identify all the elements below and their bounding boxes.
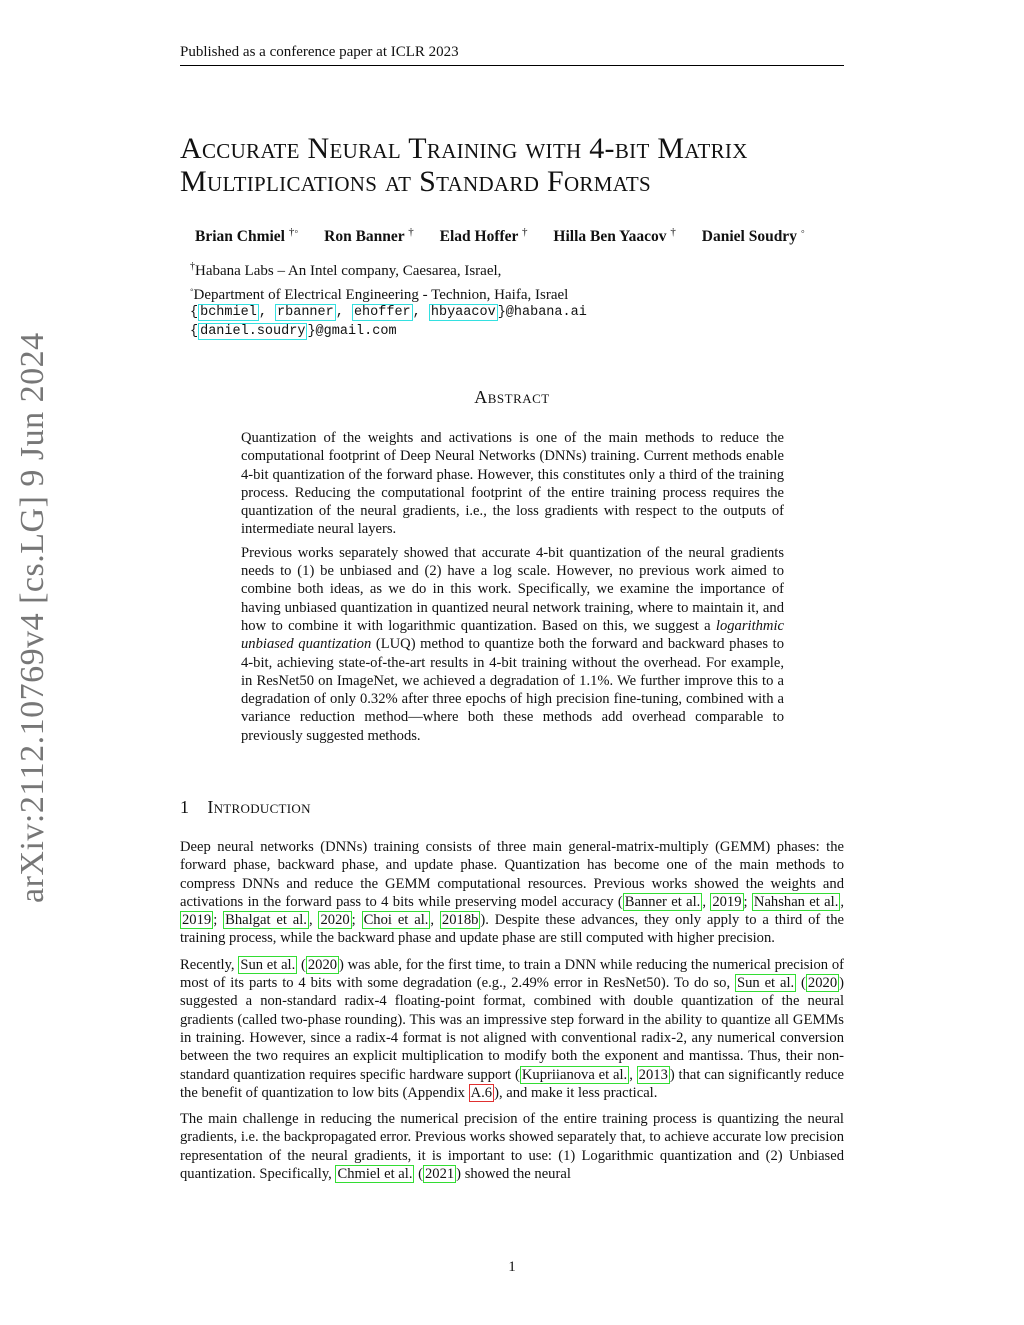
body-paragraph: The main challenge in reducing the numerical precision of the entire training process is quantizing the neural gradients, i.e. the backpropagated error. Previous works showed separately that, to achieve accurate low precision representation of the neural gradients, it is important to use: (1) Logarithmic quantization and (2) Unbiased quantization. Specifically, Chmiel et al. ( 2021 ) showed the neural	[180, 1111, 844, 1183]
email-link[interactable]: ehoffer	[353, 305, 411, 320]
citation-link[interactable]: 2019	[182, 912, 212, 929]
body-paragraph: Deep neural networks (DNNs) training consists of three main general-matrix-multiply (GEMM) phases: the forward phase, backward phase, and update phase. Quantization has become one of the main methods to compress DNNs and reduce the GEMM computational resources. Previous works showed the weights and activations in the forward pass to 4 bits while preserving model accuracy ( Banner et al. , 2019 ; Nahshan et al. , 2019 ; Bhalgat et al. , 2020 ; Choi et al. , 2018b ). Despite these advances, they only apply to a third of the training process, while the backward phase and update phase are still computed with higher precision.	[180, 839, 845, 947]
abstract-heading: Abstract	[474, 387, 550, 407]
affiliations	[190, 257, 568, 305]
citation-link[interactable]: Banner et al.	[624, 893, 701, 910]
paper-title	[180, 132, 860, 198]
email-link[interactable]: bchmiel	[200, 305, 257, 320]
citation-link[interactable]: 2013	[638, 1066, 668, 1083]
citation-link[interactable]: Kupriianova et al.	[521, 1066, 628, 1083]
abstract-paragraph: Previous works separately showed that accurate 4-bit quantization of the neural gradients needs to (1) be unbiased and (2) have a log scale. However, no previous work aimed to combine both ideas, as we do in this work. Specifically, we examine the importance of having unbiased quantization in quantized neural network training, where to maintain it, and how to combine it with logarithmic quantization. Based on this, we suggest a logarithmic unbiased quantization (LUQ) method to quantize both the forward and backward phases to 4-bit, achieving state-of-the-art results in 4-bit training without the overhead. For example, in ResNet50 on ImageNet, we achieved a degradation of 1.1%. We further improve this to a degradation of only 0.32% after three epochs of high precision fine-tuning, combined with a variance reduction method—where both these methods add overhead comparable to previously suggested methods.	[241, 544, 784, 744]
email-line-2: { daniel.soudry }@gmail.com	[190, 324, 397, 339]
citation-link[interactable]: Sun et al.	[737, 975, 795, 992]
email-link[interactable]: daniel.soudry	[200, 324, 306, 339]
affiliation-technion: ◦Department of Electrical Engineering - Technion, Haifa, Israel	[190, 285, 569, 303]
appendix-link[interactable]: A.6	[470, 1084, 493, 1101]
citation-link[interactable]: Nahshan et al.	[753, 893, 839, 910]
email-link[interactable]: rbanner	[277, 305, 334, 320]
citation-link[interactable]: 2020	[807, 975, 838, 992]
author: Elad Hoffer †	[439, 226, 528, 246]
author-list	[195, 226, 827, 246]
affiliation-habana: †Habana Labs – An Intel company, Caesarea, Israel,	[190, 261, 502, 279]
author: Daniel Soudry ◦	[701, 226, 805, 246]
email-line-1: { bchmiel , rbanner , ehoffer , hbyaacov }@habana.ai	[190, 305, 587, 320]
citation-link[interactable]: 2020	[320, 912, 350, 929]
citation-link[interactable]: 2018b	[441, 912, 479, 929]
running-header: Published as a conference paper at ICLR 2023	[180, 44, 844, 66]
citation-link[interactable]: Chmiel et al.	[337, 1166, 413, 1183]
abstract-paragraph: Quantization of the weights and activations is one of the main methods to reduce the computational footprint of Deep Neural Networks (DNNs) training. Current methods enable 4-bit quantization of the forward phase. However, this constitutes only a third of the training process. Reducing the computational footprint of the entire training process requires the quantization of the neural gradients, i.e., the loss gradients with respect to the outputs of intermediate neural layers.	[241, 430, 784, 538]
citation-link[interactable]: 2019	[712, 893, 742, 910]
introduction-body	[180, 838, 844, 1191]
page-number: 1	[508, 1259, 516, 1275]
citation-link[interactable]: Sun et al.	[240, 956, 296, 973]
email-link[interactable]: hbyaacov	[430, 305, 496, 320]
citation-link[interactable]: Choi et al.	[363, 912, 429, 929]
body-paragraph: Recently, Sun et al. ( 2020 ) was able, for the first time, to train a DNN while reducing the numerical precision of most of its parts to 4 bits with some degradation (e.g., 2.49% error in ResNet50). To do so, Sun et al. ( 2020 ) suggested a non-standard radix-4 floating-point format, combined with double quantization of the neural gradients (called two-phase rounding). This was an impressive step forward in the ability to quantize all GEMMs in training. However, since a radix-4 format is not aligned with conventional radix-2, any numerical conversion between the two requires an explicit multiplication to modify both the exponent and mantissa. Thus, their non-standard quantization requires specific hardware support ( Kupriianova et al. , 2013 ) that can significantly reduce the benefit of quantization to low bits (Appendix A.6 ), and make it less practical.	[180, 956, 845, 1101]
title-line-1: Accurate Neural Training with 4-bit Matrix	[180, 132, 748, 165]
author-emails	[190, 303, 587, 341]
citation-link[interactable]: Bhalgat et al.	[225, 912, 307, 929]
section-heading: 1 Introduction	[180, 797, 311, 817]
abstract-body	[241, 429, 784, 750]
citation-link[interactable]: 2021	[424, 1166, 455, 1183]
author: Ron Banner †	[324, 226, 414, 246]
arxiv-watermark: arXiv:2112.10769v4 [cs.LG] 9 Jun 2024	[14, 332, 51, 903]
author: Hilla Ben Yaacov †	[553, 226, 676, 246]
title-line-2: Multiplications at Standard Formats	[180, 165, 651, 198]
author: Brian Chmiel †◦	[195, 226, 299, 246]
citation-link[interactable]: 2020	[307, 956, 338, 973]
